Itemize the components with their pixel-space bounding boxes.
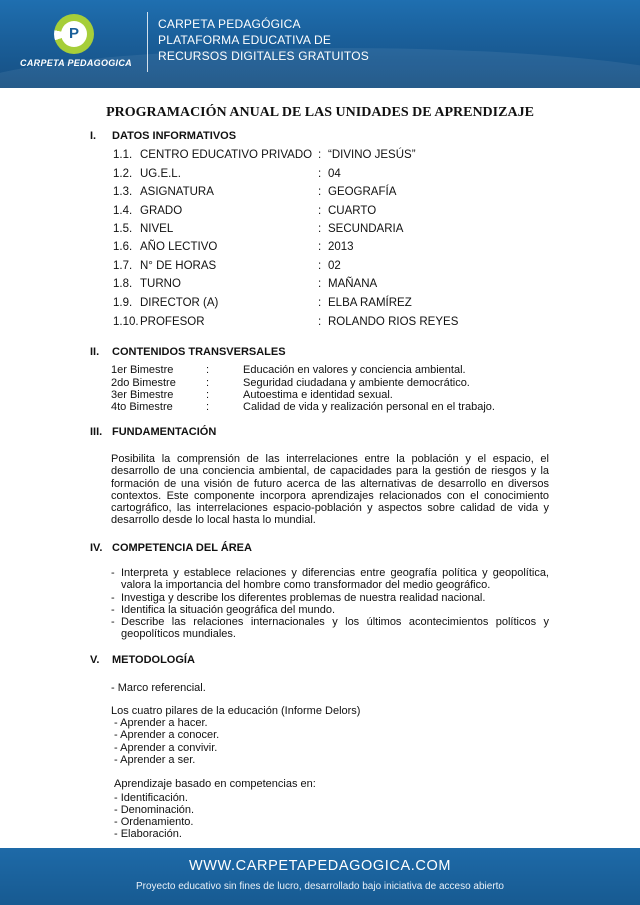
info-value: GEOGRAFÍA [328,186,397,198]
bimestre-label: 4to Bimestre [111,401,173,413]
section-title: METODOLOGÍA [112,654,195,666]
info-number: 1.9. [113,297,133,309]
transversal-row [111,401,531,415]
info-row [113,223,533,241]
info-colon: : [318,316,322,328]
transversal-colon: : [206,401,210,413]
transversal-text: Educación en valores y conciencia ambiental. [243,364,466,376]
info-row [113,260,533,278]
list-item: - Ordenamiento. [114,816,194,828]
section-number: II. [90,346,100,358]
competencia-text: Interpreta y establece relaciones y diferencias entre geografía política y geopolítica, valora la importancia del hombre como transformador del medio geográfico. [121,567,549,592]
header-line: PLATAFORMA EDUCATIVA DE [158,33,332,47]
header-line: RECURSOS DIGITALES GRATUITOS [158,49,369,63]
header-tagline [158,16,369,64]
info-value: CUARTO [328,205,377,217]
info-number: 1.3. [113,186,133,198]
info-value: SECUNDARIA [328,223,404,235]
section-number: I. [90,130,97,142]
info-number: 1.2. [113,168,133,180]
info-row [113,297,533,315]
competencia-text: Describe las relaciones internacionales y los últimos acontecimientos políticos y geopolíticos mundiales. [121,616,549,641]
section-title: CONTENIDOS TRANSVERSALES [112,346,286,358]
info-colon: : [318,241,322,253]
transversal-row [111,364,531,378]
info-row [113,241,533,259]
list-item: - Identifica la situación geográfica del mundo. [111,603,336,616]
section-number: III. [90,426,103,438]
transversal-colon: : [206,389,210,401]
info-number: 1.6. [113,241,133,253]
info-value: 02 [328,260,341,272]
list-item: - Aprender a conocer. [114,729,220,741]
list-item: - Investiga y describe los diferentes problemas de nuestra realidad nacional. [111,591,486,604]
info-number: 1.7. [113,260,133,272]
metodologia-marco: - Marco referencial. [111,682,206,694]
fundamentacion-paragraph: Posibilita la comprensión de las interrelaciones entre la población y el espacio, el desarrollo de una conciencia ambiental, de capacidades para la gestión de riesgos y la formación de una visión de futuro acerca de las alternativas de desarrollo en diversos contextos. Este componente incorpora aprendizajes relacionados con el conocimiento cartográfico, las interrelaciones espacio-población y aspectos sobre calidad de vida y desarrollo desde lo local hasta lo mundial. [111,453,549,527]
section-title: FUNDAMENTACIÓN [112,426,217,438]
list-item: - Elaboración. [114,828,182,840]
info-number: 1.4. [113,205,133,217]
info-label: DIRECTOR (A) [140,297,219,309]
info-number: 1.10. [113,316,139,328]
info-row [113,186,533,204]
footer-tagline: Proyecto educativo sin fines de lucro, desarrollado bajo iniciativa de acceso abierto [136,881,504,892]
bimestre-label: 2do Bimestre [111,377,176,389]
document-title: PROGRAMACIÓN ANUAL DE LAS UNIDADES DE APRENDIZAJE [106,105,534,120]
info-value: “DIVINO JESÚS” [328,149,416,161]
list-item: - Describe las relaciones internacionales y los últimos acontecimientos políticos y geopolíticos mundiales. [111,616,549,641]
info-colon: : [318,278,322,290]
info-colon: : [318,260,322,272]
info-label: GRADO [140,205,183,217]
transversal-text: Calidad de vida y realización personal en el trabajo. [243,401,495,413]
footer-website-link[interactable]: WWW.CARPETAPEDAGOGICA.COM [188,858,452,874]
info-colon: : [318,223,322,235]
info-colon: : [318,205,322,217]
pilares-intro: Los cuatro pilares de la educación (Informe Delors) [111,705,361,717]
header-banner [0,0,640,88]
info-value: MAÑANA [328,278,378,290]
info-value: ROLANDO RIOS REYES [328,316,459,328]
header-divider [147,12,148,72]
competencias-intro: Aprendizaje basado en competencias en: [114,778,316,790]
competencias-list [111,567,549,641]
transversal-colon: : [206,364,210,376]
info-row [113,316,533,334]
section-title: DATOS INFORMATIVOS [112,130,237,142]
list-item: - Aprender a convivir. [114,742,218,754]
section-number: V. [90,654,100,666]
info-label: TURNO [140,278,181,290]
document-page [0,88,640,848]
logo-letter: P [61,21,87,47]
info-value: ELBA RAMÍREZ [328,297,412,309]
info-colon: : [318,168,322,180]
section-title: COMPETENCIA DEL ÁREA [112,542,252,554]
transversal-text: Autoestima e identidad sexual. [243,389,393,401]
info-number: 1.8. [113,278,133,290]
info-colon: : [318,149,322,161]
list-item: - Identificación. [114,792,188,804]
info-label: UG.E.L. [140,168,181,180]
bimestre-label: 1er Bimestre [111,364,174,376]
list-item: - Aprender a ser. [114,754,196,766]
list-item: - Denominación. [114,804,195,816]
info-row [113,149,533,167]
logo-text: CARPETA PEDAGOGICA [20,58,132,68]
list-item: - Aprender a hacer. [114,717,208,729]
competencia-text: Investiga y describe los diferentes problemas de nuestra realidad nacional. [121,591,486,604]
info-colon: : [318,297,322,309]
info-label: AÑO LECTIVO [140,241,218,253]
info-row [113,278,533,296]
info-value: 04 [328,168,341,180]
section-number: IV. [90,542,103,554]
header-line: CARPETA PEDAGÓGICA [158,17,301,31]
info-colon: : [318,186,322,198]
info-row [113,205,533,223]
info-label: NIVEL [140,223,174,235]
info-value: 2013 [328,241,354,253]
competencia-text: Identifica la situación geográfica del mundo. [121,603,336,616]
info-label: PROFESOR [140,316,205,328]
info-row [113,168,533,186]
info-label: N° DE HORAS [140,260,217,272]
bimestre-label: 3er Bimestre [111,389,174,401]
info-number: 1.5. [113,223,133,235]
info-label: ASIGNATURA [140,186,214,198]
list-item: - Interpreta y establece relaciones y diferencias entre geografía política y geopolítica, valora la importancia del hombre como transformador del medio geográfico. [111,567,549,592]
transversal-colon: : [206,377,210,389]
transversal-text: Seguridad ciudadana y ambiente democrático. [243,377,470,389]
footer-banner [0,848,640,905]
info-label: CENTRO EDUCATIVO PRIVADO [140,149,313,161]
info-number: 1.1. [113,149,133,161]
site-logo[interactable] [14,12,138,74]
